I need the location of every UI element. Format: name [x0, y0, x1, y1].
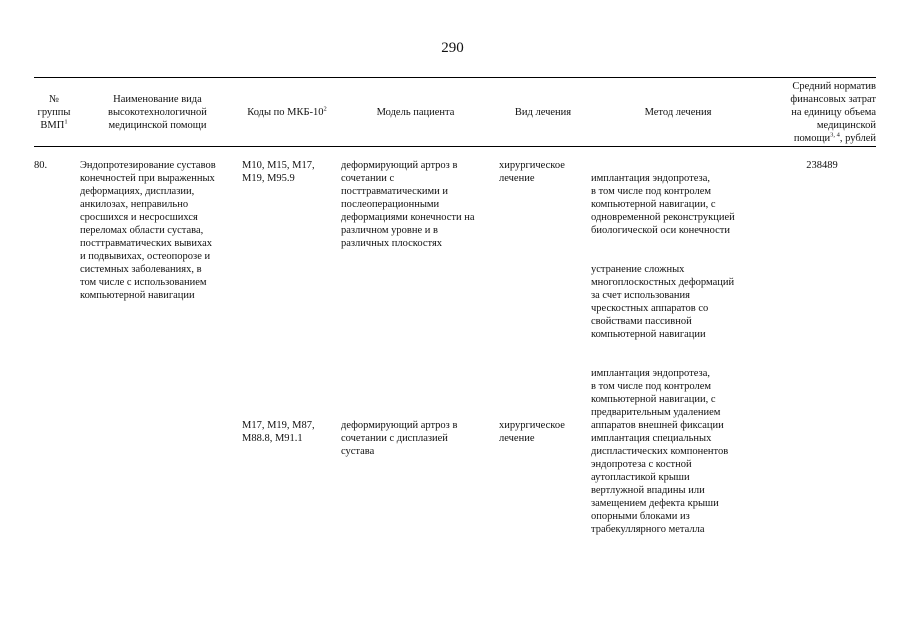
header-treatment-type-text: Вид лечения	[514, 106, 572, 118]
page-number: 290	[441, 40, 464, 56]
header-cost	[768, 78, 876, 146]
header-codes	[238, 78, 336, 146]
header-name-text: Наименование вида высокотехнологичной медицинской помощи	[108, 93, 207, 131]
subrow-1-codes: M10, M15, M17, M19, M95.9	[242, 160, 315, 184]
header-method-text: Метод лечения	[644, 106, 712, 118]
header-group-text: № группы ВМП	[37, 93, 71, 131]
method-item: имплантация специальных диспластических компонентов эндопротеза с костной аутопластикой крыши вертлужной впадины или замещением дефекта крыши опорными блоками из трабекуллярного металла	[591, 433, 729, 535]
header-group-footnote: 1	[64, 118, 68, 125]
header-cost-footnote: 3, 4	[830, 131, 840, 138]
subrow-1-treatment-type: хирургическое лечение	[499, 160, 565, 184]
method-item: имплантация эндопротеза, в том числе под контролем компьютерной навигации, с предварительным удалением аппаратов внешней фиксации	[591, 368, 724, 431]
header-model-text: Модель пациента	[376, 106, 455, 118]
subrow-1-methods	[591, 159, 767, 445]
subrow-2-treatment-type: хирургическое лечение	[499, 420, 565, 444]
header-group	[34, 78, 74, 146]
subrow-2-methods	[591, 419, 767, 549]
subrow-1-patient-model: деформирующий артроз в сочетании с посттравматическими и послеоперационными деформациями конечности на различном уровне и в различных плоскостях	[341, 160, 475, 249]
subrow-2-patient-model: деформирующий артроз в сочетании с дисплазией сустава	[341, 420, 458, 457]
header-model	[338, 78, 493, 146]
row-cost-value: 238489	[806, 160, 838, 171]
header-codes-text: Коды по МКБ-10	[247, 106, 324, 118]
method-item: имплантация эндопротеза, в том числе под контролем компьютерной навигации, с одновременной реконструкцией биологической оси конечности	[591, 173, 735, 236]
subrow-2-codes: M17, M19, M87, M88.8, M91.1	[242, 420, 315, 444]
header-method	[590, 78, 766, 146]
header-treatment-type	[498, 78, 588, 146]
table-header-rule	[34, 146, 876, 147]
header-codes-footnote: 2	[323, 105, 327, 112]
method-item: устранение сложных многоплоскостных деформаций за счет использования чрескостных аппаратов со свойствами пассивной компьютерной навигации	[591, 264, 735, 340]
row-vmp-name: Эндопротезирование суставов конечностей при выраженных деформациях, дисплазии, анкилозах, неправильно сросшихся и несросшихся переломах области сустава, посттравматических вывихах и подвывихах, остеопорозе и системных заболеваниях, в том числе с использованием компьютерной навигации	[80, 160, 216, 301]
header-name	[80, 78, 235, 146]
row-group-number: 80.	[34, 160, 48, 171]
header-cost-suffix: , рублей	[839, 132, 876, 144]
header-cost-text: Средний норматив финансовых затрат на единицу объема медицинской помощи	[790, 80, 876, 144]
